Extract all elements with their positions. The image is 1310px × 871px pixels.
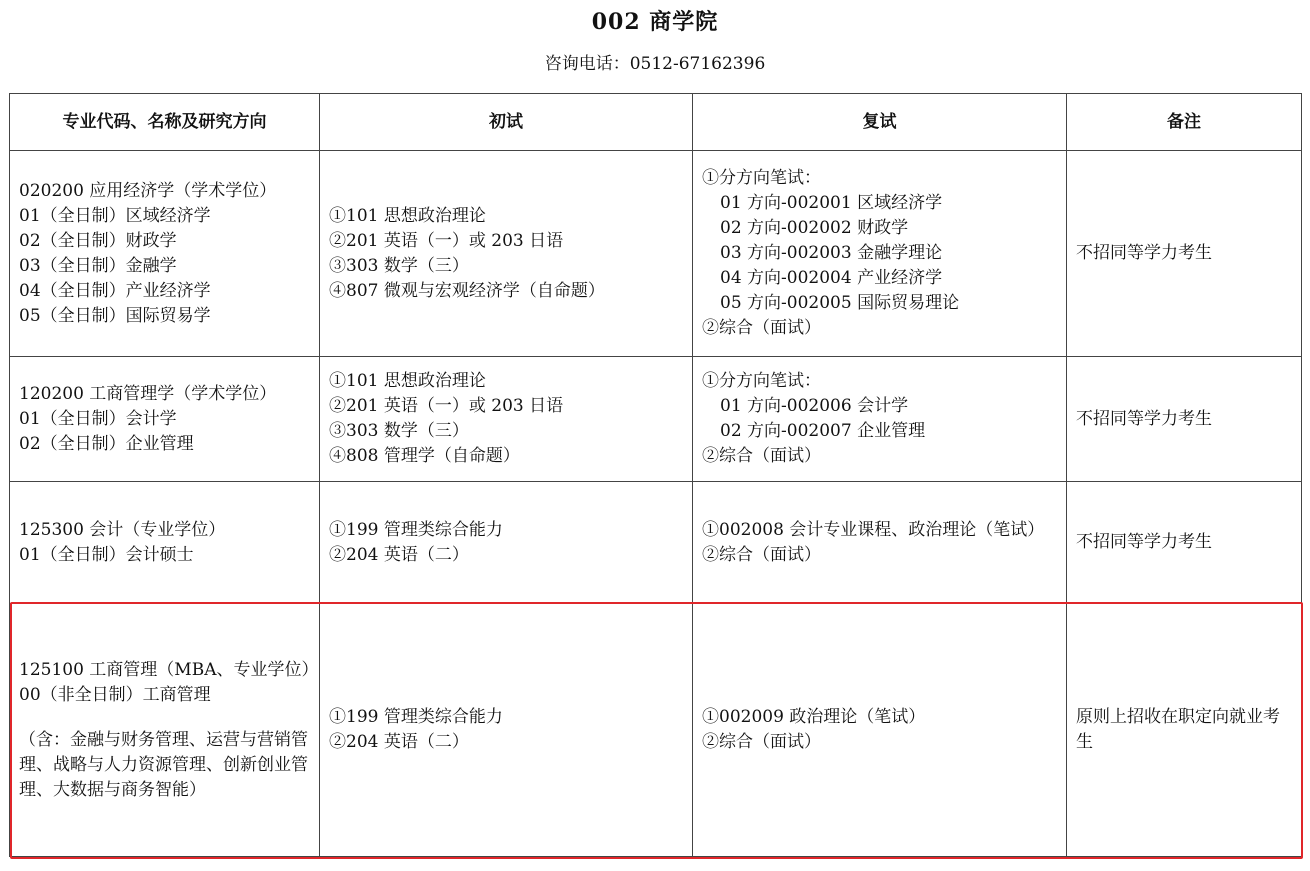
admission-table [9,93,1302,857]
page-title: 002 商学院 [591,9,719,35]
exam-cell [320,482,693,604]
exam-cell [320,357,693,482]
table-row [10,357,1302,482]
retest-line: ①分方向笔试： [702,168,821,188]
major-line: 02（全日制）企业管理 [19,433,194,454]
major-line: 05（全日制）国际贸易学 [19,305,211,326]
exam-line: ②204 英语（二） [329,544,469,565]
major-line: 02（全日制）财政学 [19,230,177,251]
major-line: 125300 会计（专业学位） [19,519,226,540]
major-cell [10,357,320,482]
retest-line: ②综合（面试） [702,446,821,466]
exam-line: ①199 管理类综合能力 [329,707,503,727]
header-note: 备注 [1067,94,1302,151]
major-cell [10,151,320,357]
retest-cell [693,357,1067,482]
exam-line: ④807 微观与宏观经济学（自命题） [329,280,605,301]
exam-line: ①199 管理类综合能力 [329,519,503,540]
note-cell: 不招同等学力考生 [1067,151,1302,357]
major-line: 01（全日制）会计硕士 [19,544,194,565]
exam-line: ②201 英语（一）或 203 日语 [329,396,564,416]
table-row [10,482,1302,604]
retest-cell [693,151,1067,357]
header-exam: 初试 [320,94,693,151]
major-cell [10,482,320,604]
major-line: 01（全日制）会计学 [19,408,177,429]
retest-cell [693,604,1067,857]
exam-line: ②201 英语（一）或 203 日语 [329,230,564,251]
major-line: 125100 工商管理（MBA、专业学位） [19,659,319,680]
retest-line: ②综合（面试） [702,732,821,752]
spacer [19,708,310,728]
retest-line: 01 方向-002001 区域经济学 [720,193,943,213]
table-row [10,151,1302,357]
retest-line: 02 方向-002002 财政学 [720,218,909,238]
exam-line: ②204 英语（二） [329,732,469,752]
exam-cell [320,151,693,357]
retest-line: ①002008 会计专业课程、政治理论（笔试） [702,519,1045,540]
retest-line: 03 方向-002003 金融学理论 [720,243,943,263]
retest-line: ①002009 政治理论（笔试） [702,707,926,727]
major-line: 03（全日制）金融学 [19,255,177,276]
exam-cell [320,604,693,857]
major-line: 01（全日制）区域经济学 [19,205,211,226]
consult-phone: 咨询电话：0512-67162396 [544,54,766,74]
header-retest: 复试 [693,94,1067,151]
retest-line: 04 方向-002004 产业经济学 [720,268,943,288]
exam-line: ①101 思想政治理论 [329,371,486,391]
major-line: 020200 应用经济学（学术学位） [19,180,277,201]
retest-line: 05 方向-002005 国际贸易理论 [720,293,960,313]
note-cell: 不招同等学力考生 [1067,357,1302,482]
exam-line: ④808 管理学（自命题） [329,446,520,466]
retest-cell [693,482,1067,604]
table-row [10,604,1302,857]
retest-line: 02 方向-002007 企业管理 [720,421,926,441]
table-header-row [10,94,1302,151]
exam-line: ①101 思想政治理论 [329,205,486,226]
major-extra: （含：金融与财务管理、运营与营销管理、战略与人力资源管理、创新创业管理、大数据与商务智能） [19,729,308,800]
major-line: 04（全日制）产业经济学 [19,280,211,301]
major-cell [10,604,320,857]
exam-line: ③303 数学（三） [329,421,469,441]
note-cell: 原则上招收在职定向就业考生 [1067,604,1302,857]
header-major: 专业代码、名称及研究方向 [10,94,320,151]
note-cell: 不招同等学力考生 [1067,482,1302,604]
exam-line: ③303 数学（三） [329,255,469,276]
retest-line: ①分方向笔试： [702,371,821,391]
retest-line: ②综合（面试） [702,318,821,338]
retest-line: 01 方向-002006 会计学 [720,396,909,416]
retest-line: ②综合（面试） [702,544,821,565]
major-line: 120200 工商管理学（学术学位） [19,383,277,404]
major-line: 00（非全日制）工商管理 [19,684,211,705]
